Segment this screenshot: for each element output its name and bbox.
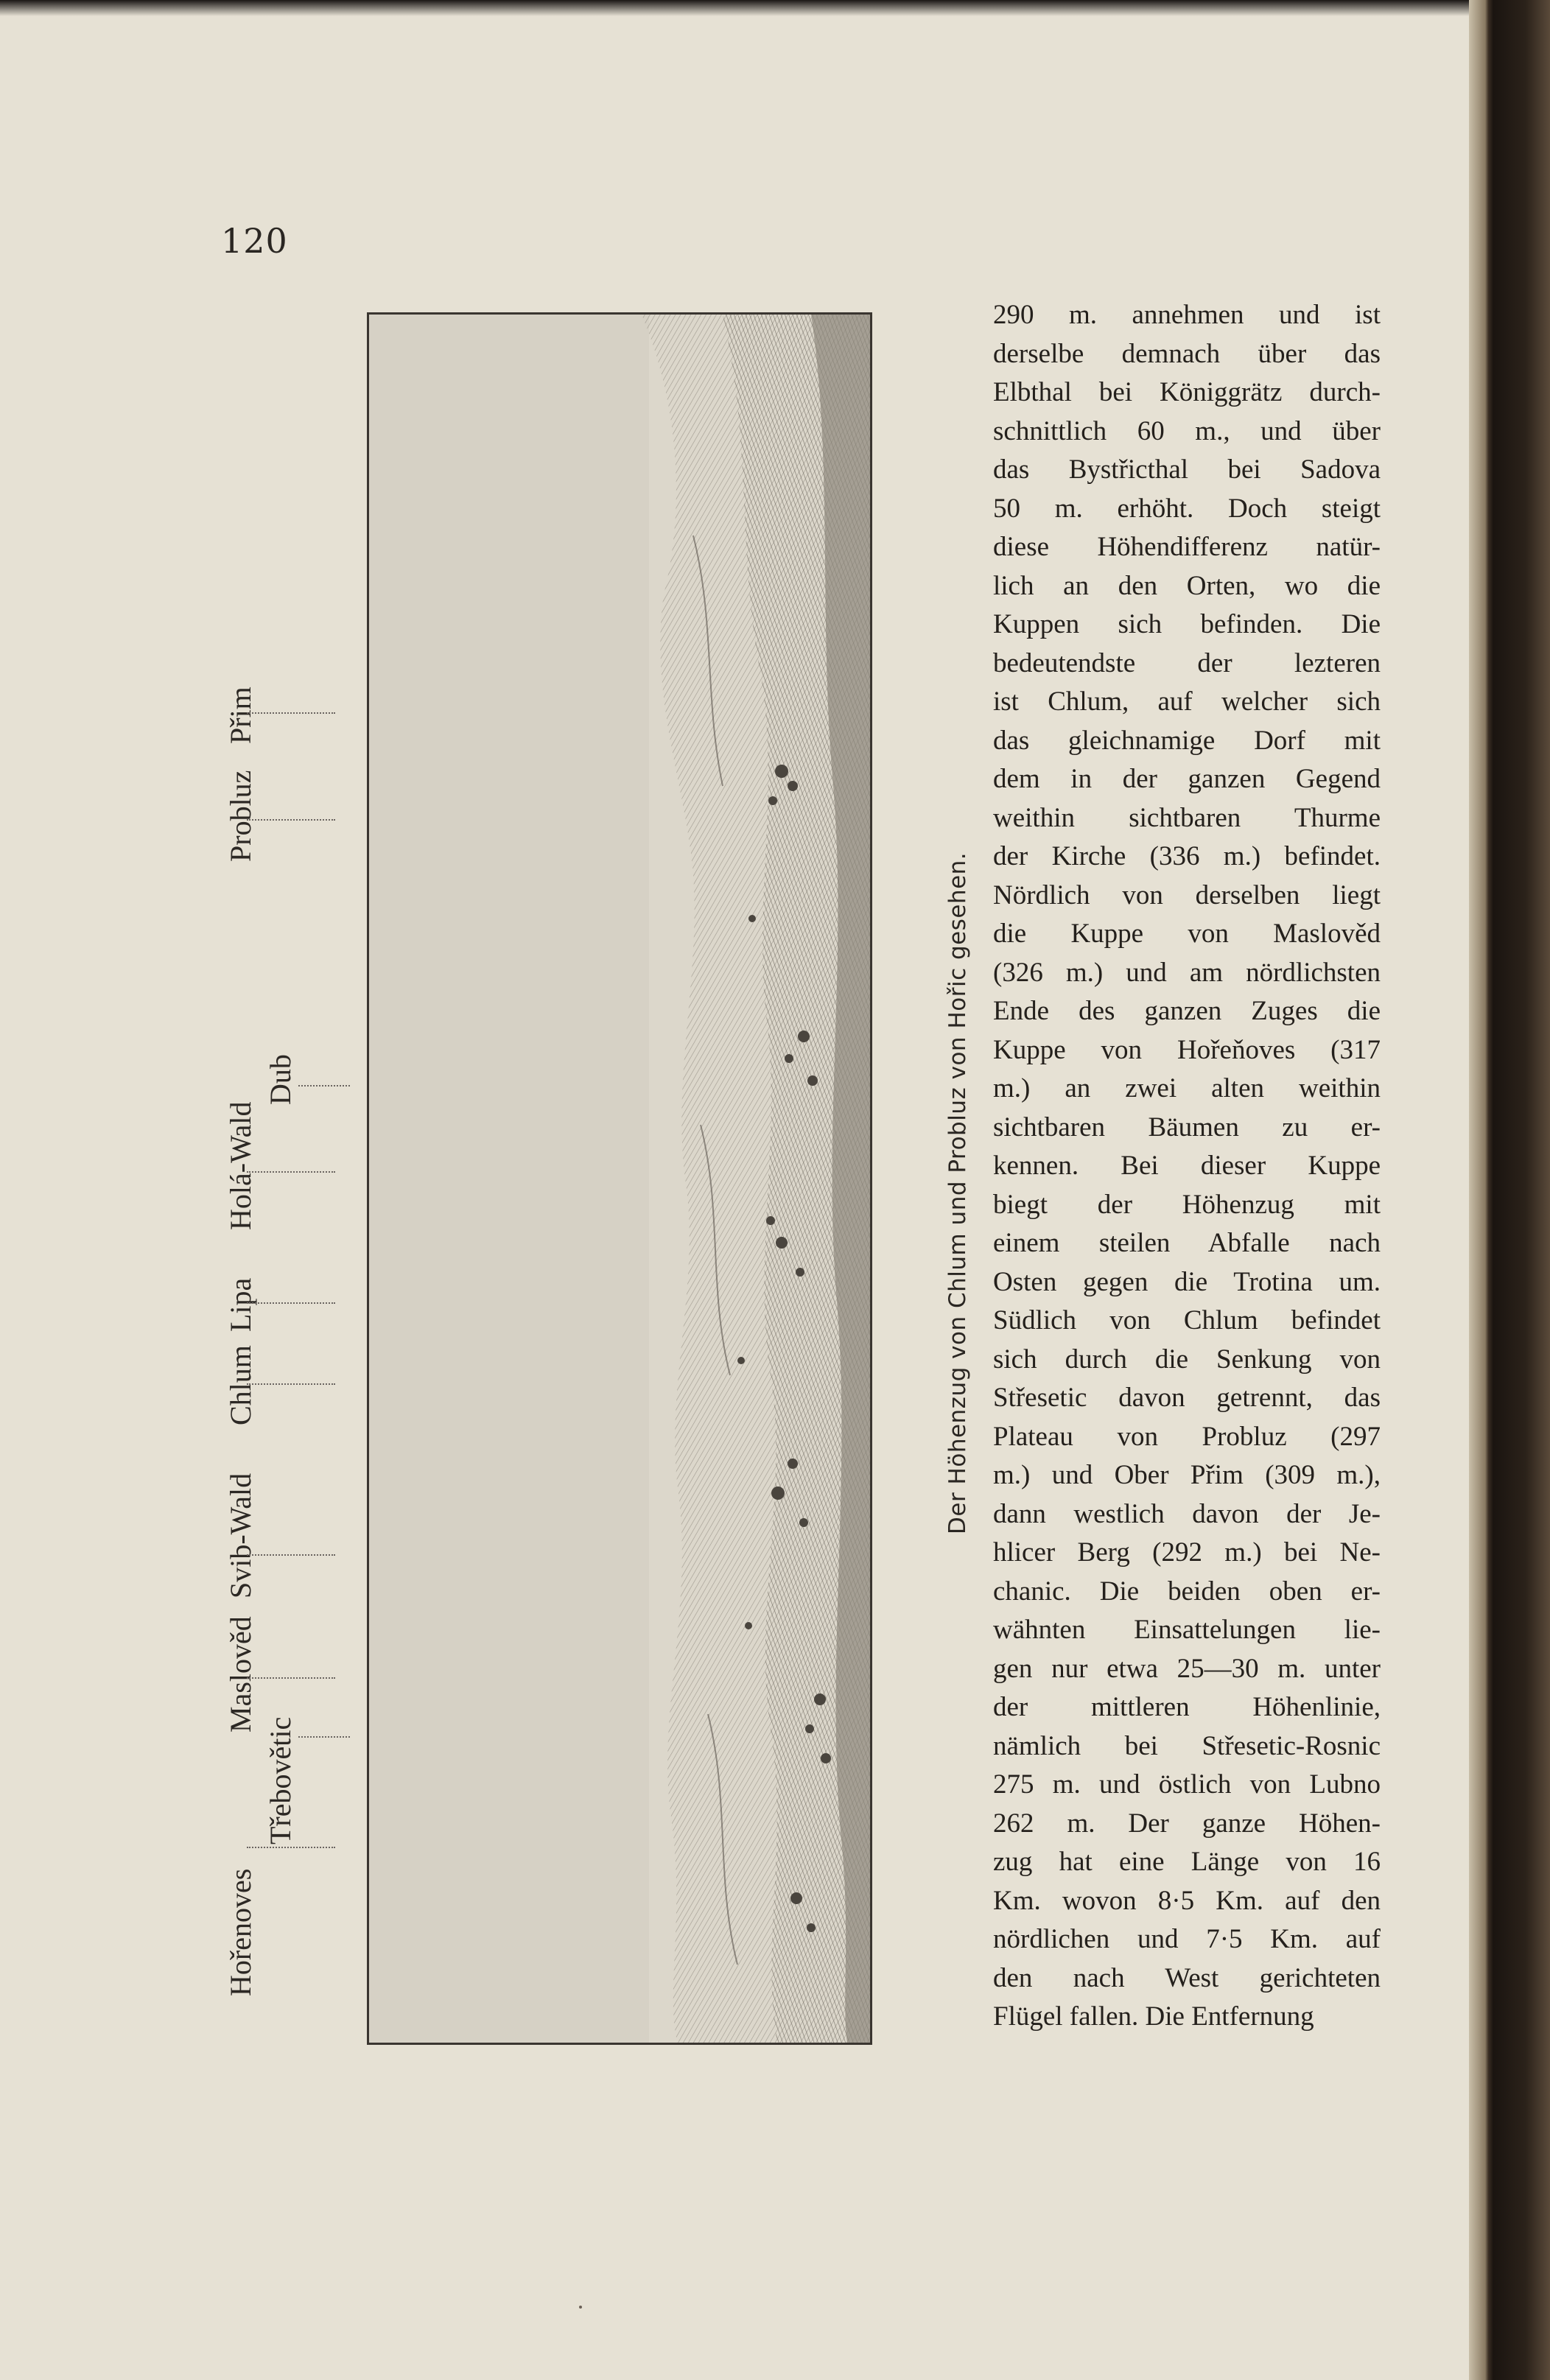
text-line: Südlich von Chlum befindet: [993, 1305, 1381, 1335]
text-line: Kuppe von Hořeňoves (317: [993, 1034, 1381, 1065]
text-line: derselbe demnach über das: [993, 338, 1381, 369]
text-line: die Kuppe von Maslověd: [993, 919, 1381, 949]
leader-line: [298, 1085, 350, 1087]
text-line: sich durch die Senkung von: [993, 1344, 1381, 1375]
print-speck: [579, 2306, 582, 2309]
text-line: kennen. Bei dieser Kuppe: [993, 1151, 1381, 1181]
text-line: dem in der ganzen Gegend: [993, 764, 1381, 794]
leader-line: [247, 1554, 335, 1556]
place-label-dub: Dub: [264, 1054, 297, 1105]
place-label-probluz: Probluz: [224, 770, 257, 862]
place-label-trebovetic: Třebovětic: [264, 1716, 297, 1844]
panorama-illustration: [367, 312, 872, 2045]
leader-line: [247, 1677, 335, 1679]
text-line: Elbthal bei Königgrätz durch-: [993, 377, 1381, 407]
panorama-drawing: [369, 315, 872, 2045]
figure-caption: Der Höhenzug von Chlum und Probluz von Hořic gesehen.: [944, 852, 971, 1534]
text-line: m.) und Ober Přim (309 m.),: [993, 1460, 1381, 1490]
text-line: 275 m. und östlich von Lubno: [993, 1769, 1381, 1800]
place-label-horenoves: Hořenoves: [224, 1868, 257, 1996]
text-line: den nach West gerichteten: [993, 1962, 1381, 1993]
leader-line: [247, 1383, 335, 1385]
book-spine-edge: [1469, 0, 1550, 2380]
text-line: Kuppen sich befinden. Die: [993, 609, 1381, 639]
leader-line: [298, 1736, 350, 1738]
place-label-svib-wald: Svib-Wald: [224, 1472, 257, 1598]
text-line: Nördlich von derselben liegt: [993, 880, 1381, 910]
leader-line: [247, 712, 335, 714]
text-line: 290 m. annehmen und ist: [993, 300, 1381, 330]
text-line: der mittleren Höhenlinie,: [993, 1692, 1381, 1722]
text-line: Ende des ganzen Zuges die: [993, 996, 1381, 1026]
text-line: dann westlich davon der Je-: [993, 1498, 1381, 1529]
text-line: Osten gegen die Trotina um.: [993, 1266, 1381, 1297]
text-line: gen nur etwa 25—30 m. unter: [993, 1653, 1381, 1684]
text-line: Plateau von Probluz (297: [993, 1421, 1381, 1452]
text-line: das Bystřicthal bei Sadova: [993, 454, 1381, 485]
text-line: schnittlich 60 m., und über: [993, 415, 1381, 446]
text-line: diese Höhendifferenz natür-: [993, 532, 1381, 562]
text-line: lich an den Orten, wo die: [993, 570, 1381, 601]
text-line: nämlich bei Střesetic-Rosnic: [993, 1730, 1381, 1761]
page-number: 120: [221, 221, 288, 261]
text-line: (326 m.) und am nördlichsten: [993, 957, 1381, 988]
text-line: bedeutendste der lezteren: [993, 647, 1381, 678]
text-line: Střesetic davon getrennt, das: [993, 1383, 1381, 1413]
text-line: zug hat eine Länge von 16: [993, 1847, 1381, 1877]
text-line: biegt der Höhenzug mit: [993, 1189, 1381, 1220]
text-line: hlicer Berg (292 m.) bei Ne-: [993, 1537, 1381, 1568]
place-label-maslove-d: Maslověd: [224, 1616, 257, 1733]
text-line: 262 m. Der ganze Höhen-: [993, 1808, 1381, 1839]
place-label-lipa: Lipa: [224, 1277, 257, 1332]
place-label-chlum: Chlum: [224, 1345, 257, 1425]
text-line: das gleichnamige Dorf mit: [993, 725, 1381, 756]
text-line: sichtbaren Bäumen zu er-: [993, 1112, 1381, 1142]
place-label-hola-wald: Holá-Wald: [224, 1101, 257, 1230]
text-line: chanic. Die beiden oben er-: [993, 1576, 1381, 1607]
text-line: nördlichen und 7·5 Km. auf: [993, 1924, 1381, 1954]
text-line: der Kirche (336 m.) befindet.: [993, 841, 1381, 871]
text-line: wähnten Einsattelungen lie-: [993, 1615, 1381, 1645]
text-line: ist Chlum, auf welcher sich: [993, 687, 1381, 717]
place-label-prim: Přim: [224, 687, 257, 744]
text-line: m.) an zwei alten weithin: [993, 1073, 1381, 1103]
body-text: [993, 296, 1381, 2037]
leader-line: [247, 1171, 335, 1173]
leader-line: [247, 1302, 335, 1304]
text-line: weithin sichtbaren Thurme: [993, 802, 1381, 833]
leader-line: [247, 1847, 335, 1848]
text-line: 50 m. erhöht. Doch steigt: [993, 493, 1381, 524]
text-line: einem steilen Abfalle nach: [993, 1228, 1381, 1258]
text-line: Km. wovon 8·5 Km. auf den: [993, 1885, 1381, 1916]
text-line: Flügel fallen. Die Entfernung: [993, 2001, 1314, 2032]
leader-line: [247, 819, 335, 821]
